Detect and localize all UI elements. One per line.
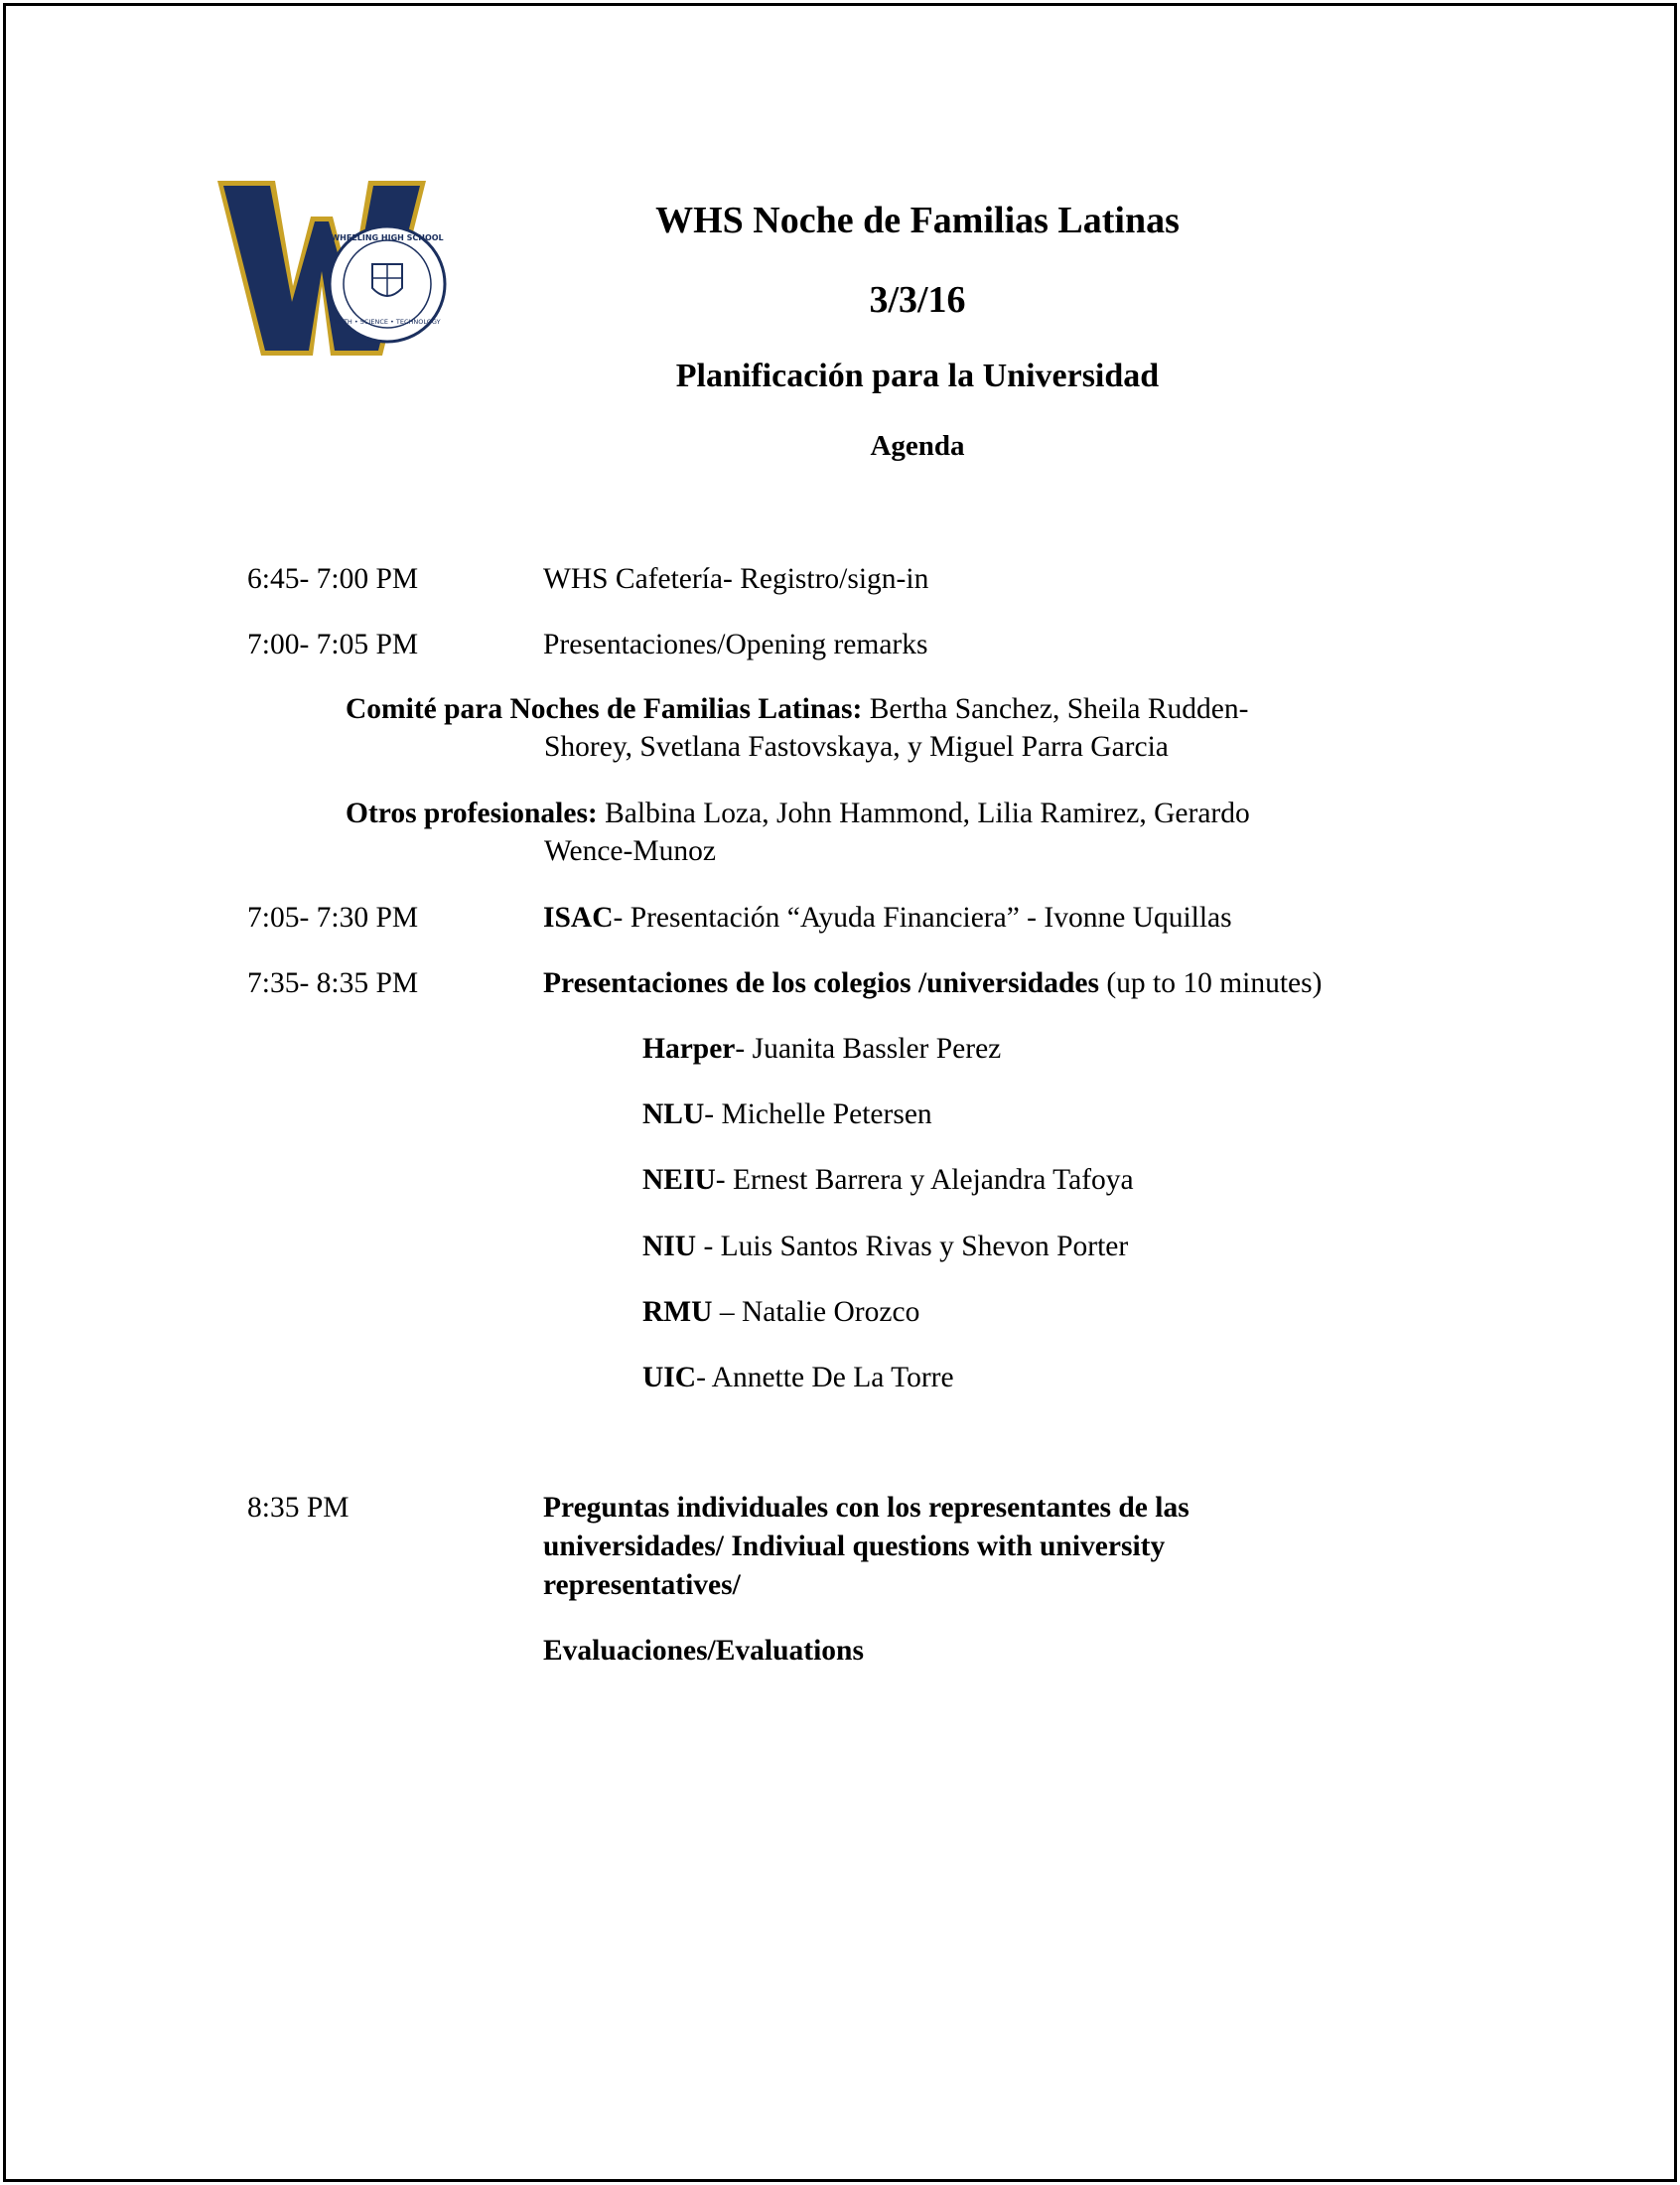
college-item-niu [642,1228,1128,1265]
college-rep: – Natalie Orozco [712,1296,920,1328]
college-name: NEIU [642,1164,716,1196]
svg-text:MATH • SCIENCE • TECHNOLOGY: MATH • SCIENCE • TECHNOLOGY [334,318,441,326]
college-rep: - Luis Santos Rivas y Shevon Porter [696,1231,1129,1262]
agenda-time: 7:00- 7:05 PM [247,629,419,660]
agenda-description [543,899,1232,937]
questions-line2: universidades/ Indiviual questions with university [543,1530,1166,1562]
colleges-note: (up to 10 minutes) [1098,967,1323,999]
college-rep: - Ernest Barrera y Alejandra Tafoya [715,1164,1134,1196]
agenda-description: WHS Cafetería- Registro/sign-in [543,563,929,595]
document-title: WHS Noche de Familias Latinas [655,200,1180,241]
college-item-harper [642,1030,1001,1068]
college-name: Harper [642,1033,736,1065]
questions-line3: representatives/ [543,1569,741,1601]
committee-paragraph [346,690,1358,766]
agenda-time: 7:05- 7:30 PM [247,902,419,934]
svg-text:WHEELING HIGH SCHOOL: WHEELING HIGH SCHOOL [331,233,444,242]
agenda-description: Presentaciones/Opening remarks [543,629,928,660]
evaluations-line: Evaluaciones/Evaluations [543,1635,864,1667]
college-rep: - Michelle Petersen [704,1098,932,1130]
college-item-uic [642,1359,954,1396]
agenda-description [543,964,1322,1002]
isac-desc: - Presentación “Ayuda Financiera” - Ivonne Uquillas [613,902,1232,934]
college-item-neiu [642,1161,1134,1199]
college-name: NIU [642,1231,697,1262]
agenda-time: 6:45- 7:00 PM [247,563,419,595]
agenda-heading: Agenda [870,430,965,462]
college-name: UIC [642,1362,697,1393]
college-name: RMU [642,1296,713,1328]
committee-label: Comité para Noches de Familias Latinas: [346,693,863,725]
colleges-label: Presentaciones de los colegios /universidades [543,967,1099,999]
college-name: NLU [642,1098,705,1130]
questions-description [543,1489,1337,1671]
agenda-time: 8:35 PM [247,1492,350,1524]
questions-line1: Preguntas individuales con los representantes de las [543,1492,1190,1524]
committee-members-line1: Bertha Sanchez, Sheila Rudden- [862,693,1249,725]
professionals-line1: Balbina Loza, John Hammond, Lilia Ramirez, Gerardo [597,798,1250,829]
event-date: 3/3/16 [869,279,966,321]
college-item-rmu [642,1293,919,1331]
document-subtitle: Planificación para la Universidad [675,358,1160,394]
agenda-time: 7:35- 8:35 PM [247,967,419,999]
college-rep: - Annette De La Torre [696,1362,954,1393]
professionals-line2: Wence-Munoz [544,835,716,867]
college-rep: - Juanita Bassler Perez [735,1033,1002,1065]
professionals-label: Otros profesionales: [346,798,598,829]
college-item-nlu [642,1095,932,1133]
professionals-paragraph [346,795,1358,870]
committee-members-line2: Shorey, Svetlana Fastovskaya, y Miguel Parra Garcia [544,731,1169,763]
isac-label: ISAC [543,902,614,934]
